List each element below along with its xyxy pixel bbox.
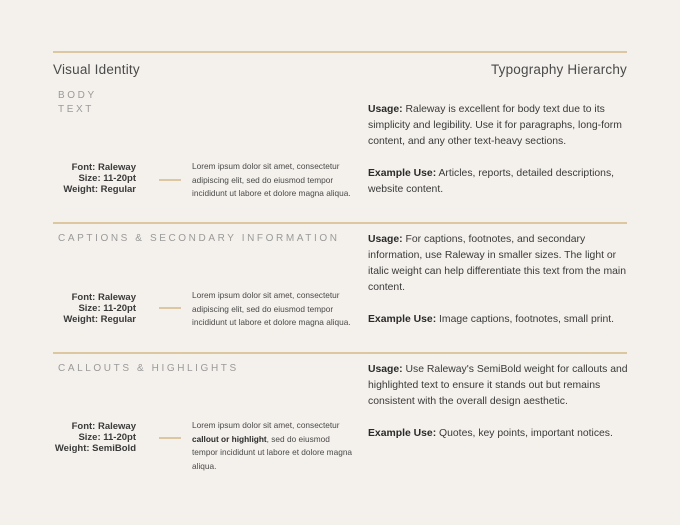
example-text: Quotes, key points, important notices. <box>436 428 613 439</box>
example-paragraph <box>368 312 628 328</box>
usage-text: Use Raleway's SemiBold weight for callouts and highlighted text to ensure it stands out but remains consistent with the overall design aesthetic. <box>368 364 628 407</box>
sample-text: Lorem ipsum dolor sit amet, consectetur adipiscing elit, sed do eiusmod tempor incididunt ut labore et dolore magna aliqua. <box>192 290 351 327</box>
example-label: Example Use: <box>368 168 437 179</box>
font-specs <box>53 292 136 325</box>
usage-text: For captions, footnotes, and secondary information, use Raleway in smaller sizes. The light or italic weight can help differentiate this text from the main content. <box>368 234 626 293</box>
spec-font: Font: Raleway <box>71 421 136 432</box>
section-callouts <box>53 362 627 487</box>
sample-text-start: Lorem ipsum dolor sit amet, consectetur <box>192 420 340 430</box>
sample-text-end: , sed do eiusmod tempor incididunt ut labore et dolore magna aliqua. <box>192 433 353 471</box>
spec-size: Size: 11-20pt <box>78 173 136 184</box>
example-paragraph <box>368 426 628 442</box>
top-rule <box>53 51 627 53</box>
section-body-text <box>53 89 627 219</box>
usage-paragraph <box>368 232 628 296</box>
example-label: Example Use: <box>368 428 437 439</box>
section-divider-1 <box>53 222 627 224</box>
connector-dash <box>159 179 181 181</box>
usage-paragraph <box>368 102 628 150</box>
example-paragraph <box>368 166 628 198</box>
section-captions <box>53 232 627 350</box>
usage-text: Raleway is excellent for body text due to its simplicity and legibility. Use it for paragraphs, long-form content, and any other text-heavy sections. <box>368 104 622 147</box>
example-text: Articles, reports, detailed descriptions, website content. <box>368 168 615 195</box>
spec-weight: Weight: SemiBold <box>54 443 136 454</box>
connector-dash <box>159 307 181 309</box>
font-specs <box>53 162 136 195</box>
usage-block <box>368 102 628 198</box>
section-title: CAPTIONS & SECONDARY INFORMATION <box>58 233 340 244</box>
usage-label: Usage: <box>368 364 403 375</box>
page-header-right: Typography Hierarchy <box>490 62 627 77</box>
section-title: CALLOUTS & HIGHLIGHTS <box>58 363 239 374</box>
font-specs <box>53 421 136 454</box>
usage-paragraph <box>368 362 628 410</box>
spec-font: Font: Raleway <box>71 162 136 173</box>
section-title <box>58 89 97 117</box>
section-divider-2 <box>53 352 627 354</box>
sample-text-highlight: callout or highlight <box>192 433 267 444</box>
usage-label: Usage: <box>368 234 403 245</box>
section-title-line2: TEXT <box>58 104 94 115</box>
section-title-line1: BODY <box>58 90 97 101</box>
sample-text: Lorem ipsum dolor sit amet, consectetur adipiscing elit, sed do eiusmod tempor incididunt ut labore et dolore magna aliqua. <box>192 161 351 198</box>
page-header-left: Visual Identity <box>53 62 140 77</box>
connector-dash <box>159 437 181 439</box>
spec-font: Font: Raleway <box>71 292 136 303</box>
spec-size: Size: 11-20pt <box>78 303 136 314</box>
spec-weight: Weight: Regular <box>63 184 136 195</box>
example-text: Image captions, footnotes, small print. <box>436 314 615 325</box>
sample-text <box>192 419 357 473</box>
usage-block <box>368 362 628 442</box>
usage-block <box>368 232 628 328</box>
spec-size: Size: 11-20pt <box>78 432 136 443</box>
usage-label: Usage: <box>368 104 403 115</box>
spec-weight: Weight: Regular <box>63 314 136 325</box>
example-label: Example Use: <box>368 314 437 325</box>
